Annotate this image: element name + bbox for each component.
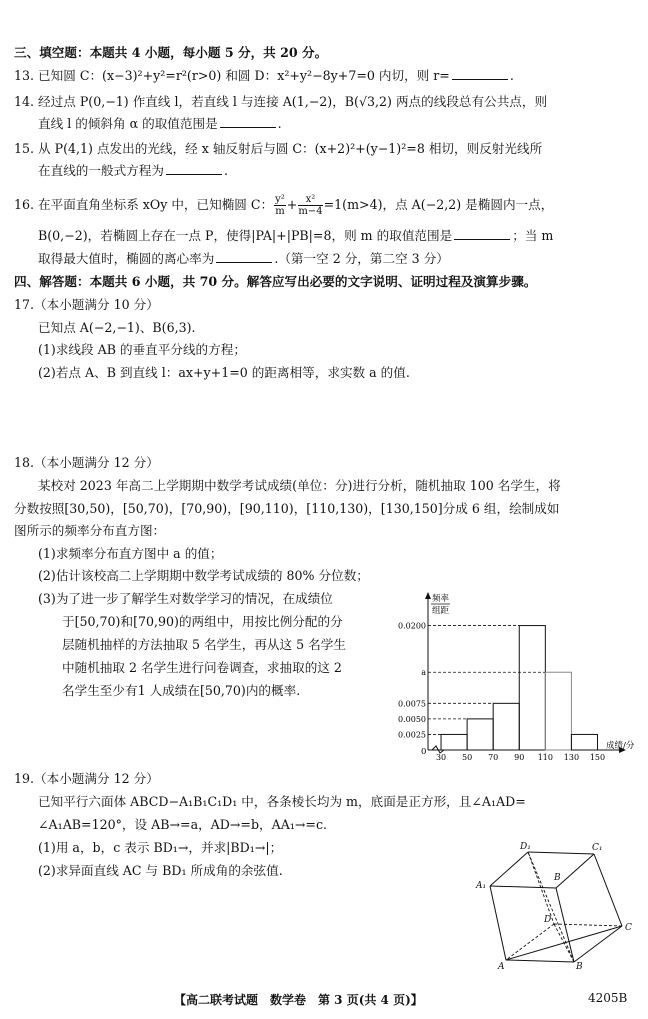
histogram-axes [425, 592, 626, 753]
y-tick-0-0025: 0.0025 [398, 730, 426, 740]
page-footer: 【高二联考试题 数学卷 第 3 页(共 4 页)】 [174, 993, 423, 1007]
x-tick-70: 70 [488, 753, 499, 762]
question-19-part-1: (1)用 a，b，c 表示 BD₁→，并求|BD₁→|； [38, 840, 283, 855]
question-18-line-3: 图所示的频率分布直方图： [14, 523, 166, 538]
question-19-header: 19.（本小题满分 12 分） [14, 771, 159, 786]
y-tick-0-0200: 0.0200 [398, 621, 426, 631]
question-16-line-3 [38, 251, 449, 267]
answer-blank [220, 116, 276, 128]
histogram-labels [398, 593, 635, 762]
y-axis-label-numerator: 频率 [432, 594, 450, 604]
question-15-line-1: 15. 从 P(4,1) 点发出的光线，经 x 轴反射后与圆 C：(x+2)²+(y−1)²=8 相切，则反射光线所 [14, 141, 543, 156]
answer-blank [454, 228, 510, 240]
question-14-end: . [277, 116, 282, 131]
question-17-intro: 已知点 A(−2,−1)、B(6,3). [38, 320, 196, 335]
question-14-line-2 [38, 116, 282, 132]
ellipse-fraction-x: $\frac{\text{x²}}{m-4}$ [298, 194, 323, 217]
question-16-text-2: B(0,−2)，若椭圆上存在一点 P，使得|PA|+|PB|=8，则 m 的取值范围是 [38, 228, 453, 243]
question-18-part-3-line-1: (3)为了进一步了解学生对数学学习的情况，在成绩位 [38, 591, 333, 606]
question-13-text: 13. 已知圆 C：(x−3)²+y²=r²(r>0) 和圆 D：x²+y²−8y+7=0 内切，则 r= [14, 68, 450, 83]
histogram-bars [441, 626, 597, 750]
question-18-part-3-line-5: 名学生至少有1 人成绩在[50,70)内的概率. [62, 683, 301, 698]
plus-sign: + [286, 197, 298, 212]
question-19-line-2: ∠A₁AB=120°，设 AB→=a，AD→=b，AA₁→=c. [38, 817, 328, 832]
question-17-header: 17.（本小题满分 10 分） [14, 297, 159, 312]
x-tick-50: 50 [462, 753, 473, 762]
x-axis-label: 成绩/分 [606, 741, 635, 751]
question-18-line-1: 某校对 2023 年高二上学期期中数学考试成绩(单位：分)进行分析，随机抽取 100 名学生，将 [38, 478, 561, 493]
parallelepiped-figure [470, 838, 640, 970]
question-18-part-2: (2)估计该校高二上学期期中数学考试成绩的 80% 分位数； [38, 568, 369, 583]
frequency-histogram [398, 586, 638, 768]
question-18-part-3-line-3: 层随机抽样的方法抽取 5 名学生，再从这 5 名学生 [62, 637, 346, 652]
question-16-intro: 16. 在平面直角坐标系 xOy 中，已知椭圆 C： [14, 197, 274, 212]
question-15-text: 在直线的一般式方程为 [38, 163, 164, 178]
y-tick-a: a [421, 668, 426, 678]
section-heading-solutions: 四、解答题：本题共 6 小题，共 70 分。解答应写出必要的文字说明、证明过程及演算步骤。 [14, 274, 537, 289]
vertex-b-label: B [576, 962, 583, 970]
question-16-equation-end: =1(m>4)，点 A(−2,2) 是椭圆内一点， [323, 197, 554, 212]
section-heading-fill-in: 三、填空题：本题共 4 小题，每小题 5 分，共 20 分。 [14, 45, 328, 60]
y-axis-arrow [425, 592, 431, 599]
histogram-bar [545, 672, 571, 750]
x-tick-130: 130 [563, 753, 580, 762]
question-18-line-2: 分数按照[30,50)，[50,70)，[70,90)，[90,110)，[110,130)，[130,150]分成 6 组，绘制成如 [14, 501, 560, 516]
x-tick-150: 150 [589, 753, 606, 762]
question-16-text-3-end: .（第一空 2 分，第二空 3 分） [274, 251, 449, 266]
x-tick-90: 90 [514, 753, 525, 762]
origin-label: 0 [421, 747, 427, 757]
vertex-a1-label: A₁ [476, 881, 487, 891]
question-16-line-2 [38, 228, 553, 244]
question-19-part-2: (2)求异面直线 AC 与 BD₁ 所成角的余弦值. [38, 863, 283, 878]
question-19-line-1: 已知平行六面体 ABCD−A₁B₁C₁D₁ 中，各条棱长均为 m，底面是正方形，且∠A₁AD= [38, 794, 526, 809]
question-13-end: . [509, 68, 514, 83]
question-18-part-3-line-2: 于[50,70)和[70,90)的两组中，用按比例分配的分 [62, 614, 343, 629]
question-16-text-3: 取得最大值时，椭圆的离心率为 [38, 251, 215, 266]
vertex-c1-label: C₁ [592, 843, 603, 853]
vertex-a-label: A [498, 962, 505, 970]
question-18-part-1: (1)求频率分布直方图中 a 的值； [38, 546, 223, 561]
question-16-text-2-end: ；当 m [512, 228, 554, 243]
question-15-line-2 [38, 163, 228, 179]
vertex-d1-label: D₁ [520, 842, 531, 852]
question-16-line-1 [14, 194, 553, 217]
answer-blank [166, 163, 222, 175]
y-axis-label-denominator: 组距 [432, 606, 450, 616]
histogram-bar [493, 703, 519, 750]
histogram-bar [441, 734, 467, 750]
histogram-bar [571, 734, 597, 750]
vertex-d-label: D [544, 915, 552, 925]
y-tick-0-0075: 0.0075 [398, 699, 426, 709]
vertex-b1-label: B [554, 873, 561, 883]
question-13 [14, 68, 514, 84]
vertex-c-label: C [625, 923, 632, 933]
x-tick-30: 30 [435, 753, 447, 762]
question-14-line-1: 14. 经过点 P(0,−1) 作直线 l，若直线 l 与连接 A(1,−2)，B(√3,2) 两点的线段总有公共点，则 [14, 94, 548, 109]
ellipse-fraction-y: $\frac{\text{y²}}{m}$ [275, 194, 285, 217]
histogram-bar [467, 719, 493, 750]
question-14-text: 直线 l 的倾斜角 α 的取值范围是 [38, 116, 218, 131]
question-15-end: . [223, 163, 228, 178]
question-17-part-1: (1)求线段 AB 的垂直平分线的方程； [38, 342, 246, 357]
x-tick-110: 110 [537, 753, 553, 762]
histogram-bar [519, 626, 545, 750]
answer-blank [452, 68, 508, 80]
paper-code: 4205B [588, 991, 628, 1005]
question-17-part-2: (2)若点 A、B 到直线 l：ax+y+1=0 的距离相等，求实数 a 的值. [38, 365, 410, 380]
y-tick-0-0050: 0.0050 [398, 714, 426, 724]
answer-blank [216, 251, 272, 263]
question-18-part-3-line-4: 中随机抽取 2 名学生进行问卷调查，求抽取的这 2 [62, 660, 342, 675]
question-18-header: 18.（本小题满分 12 分） [14, 455, 159, 470]
